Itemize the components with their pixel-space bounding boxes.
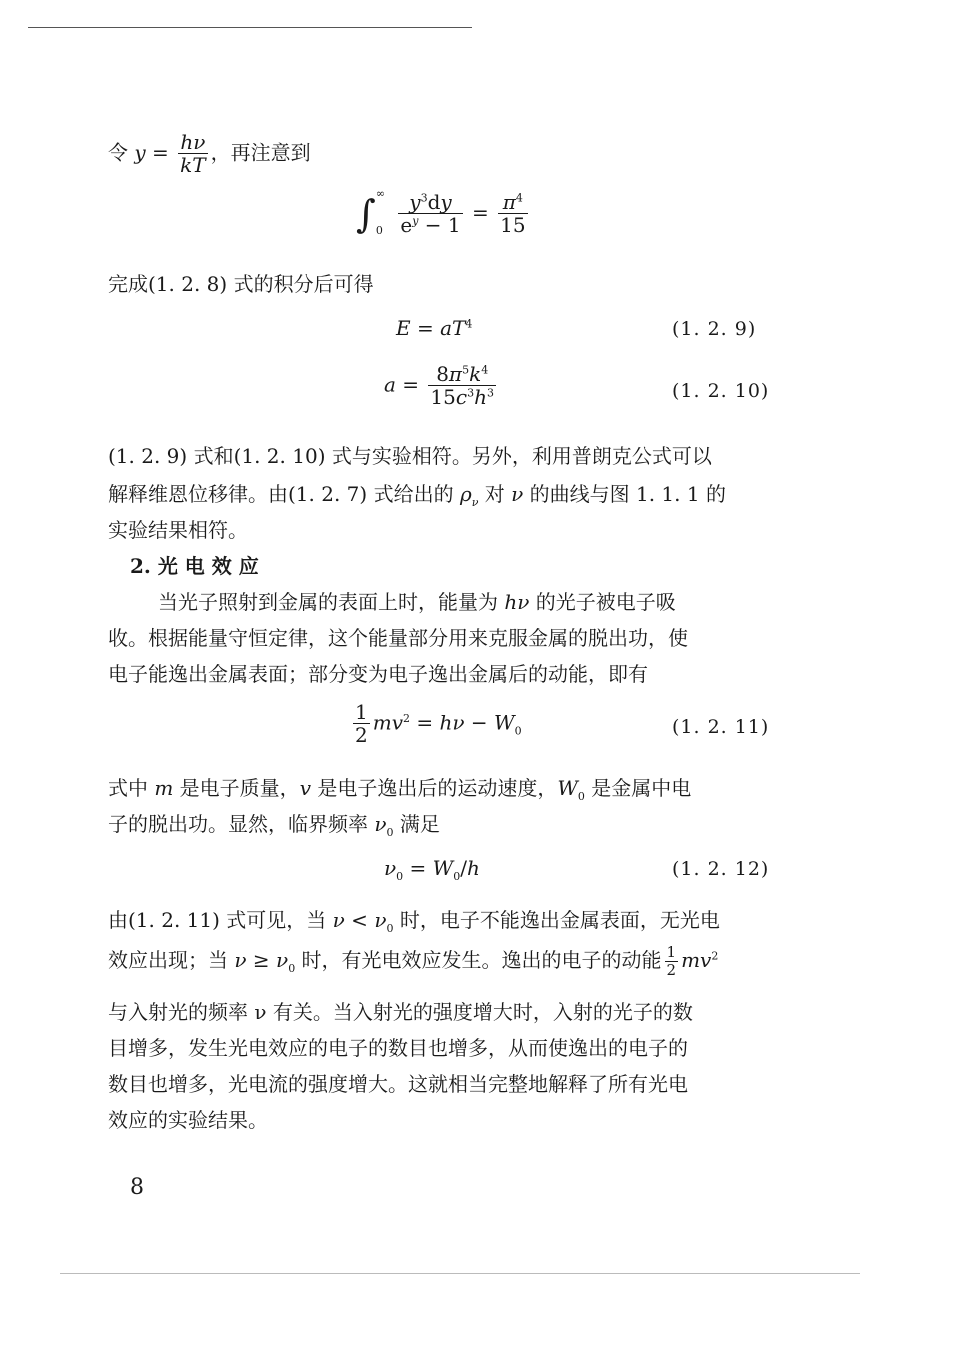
text-fragment: 的曲线与图 1. 1. 1 的 (523, 482, 726, 506)
text-line: 实验结果相符。 (108, 518, 248, 542)
text-fragment: 时，电子不能逸出金属表面，无光电 (393, 908, 720, 932)
equation-number: (1. 2. 10) (672, 380, 770, 402)
text-line: 解释维恩位移律。由(1. 2. 7) 式给出的 $\rho_\nu$ 对 ν 的曲线与图 1. 1. 1 的 (108, 482, 726, 509)
equation-integral: ∫ ∞ 0 $\frac{y^3dy}{e^y - 1}$ = $\frac{\pi^4}{15}$ (356, 187, 526, 237)
text-line: 当光子照射到金属的表面上时，能量为 hν 的光子被电子吸 (158, 590, 676, 614)
text-fragment: 是金属中电 (584, 776, 692, 800)
text-line: 效应的实验结果。 (108, 1108, 268, 1132)
text-fragment: 解释维恩位移律。由(1. 2. 7) 式给出的 (108, 482, 460, 506)
text-line: 目增多，发生光电效应的电子的数目也增多，从而使逸出的电子的 (108, 1036, 688, 1060)
text-line: 数目也增多，光电流的强度增大。这就相当完整地解释了所有光电 (108, 1072, 688, 1096)
text-line: 与入射光的频率 ν 有关。当入射光的强度增大时，入射的光子的数 (108, 1000, 693, 1024)
equation-number: (1. 2. 11) (672, 716, 770, 738)
bottom-rule (60, 1273, 860, 1274)
text-line: 完成(1. 2. 8) 式的积分后可得 (108, 272, 374, 296)
text-line: 子的脱出功。显然，临界频率 $\nu_0$ 满足 (108, 812, 440, 839)
equation-1-2-9: $E = aT^4$ (396, 316, 473, 340)
equation-number: (1. 2. 9) (672, 318, 757, 340)
text-fragment: 当光子照射到金属的表面上时，能量为 (158, 590, 505, 614)
text-fragment: 是电子逸出后的运动速度， (311, 776, 558, 800)
section-heading: 2. 光 电 效 应 (130, 554, 259, 578)
text-line: 式中 m 是电子质量，v 是电子逸出后的运动速度，$W_0$ 是金属中电 (108, 776, 692, 803)
equation-number: (1. 2. 12) (672, 858, 770, 880)
text-line: 收。根据能量守恒定律，这个能量部分用来克服金属的脱出功，使 (108, 626, 688, 650)
top-rule (28, 27, 472, 28)
text-fragment: 令 (108, 140, 135, 165)
page-number: 8 (130, 1175, 144, 1200)
text-fragment: 的光子被电子吸 (529, 590, 676, 614)
text-fragment: 由(1. 2. 11) 式可见，当 (108, 908, 333, 932)
text-line: (1. 2. 9) 式和(1. 2. 10) 式与实验相符。另外，利用普朗克公式可以 (108, 444, 712, 468)
equation-1-2-12: $\nu_0 = W_0/h$ (384, 856, 480, 883)
text-line: 由(1. 2. 11) 式可见，当 $\nu < \nu_0$ 时，电子不能逸出金属表面，无光电 (108, 908, 720, 935)
equation-1-2-10: a = $\frac{8\pi^5k^4}{15c^3h^3}$ (384, 362, 494, 409)
text-fragment: 满足 (393, 812, 440, 836)
text-line: 电子能逸出金属表面；部分变为电子逸出金属后的动能，即有 (108, 662, 648, 686)
text-fragment: ，再注意到 (210, 140, 311, 165)
text-fragment: 子的脱出功。显然，临界频率 (108, 812, 375, 836)
text-line-substitution: 令 y = $\frac{h\nu}{kT}$ ，再注意到 (108, 130, 311, 177)
text-fragment: 效应出现；当 (108, 948, 235, 972)
text-line: 效应出现；当 $\nu \ge \nu_0$ 时，有光电效应发生。逸出的电子的动能 $\frac{1}{2}$ $mv^2$ (108, 942, 719, 979)
text-fragment: 对 (478, 482, 512, 506)
equation-1-2-11: $\frac{1}{2}$ $mv^2 = h\nu - W_0$ (355, 700, 522, 747)
text-fragment: 式中 (108, 776, 155, 800)
text-fragment: 时，有光电效应发生。逸出的电子的动能 (295, 948, 662, 972)
text-fragment: 是电子质量， (173, 776, 300, 800)
